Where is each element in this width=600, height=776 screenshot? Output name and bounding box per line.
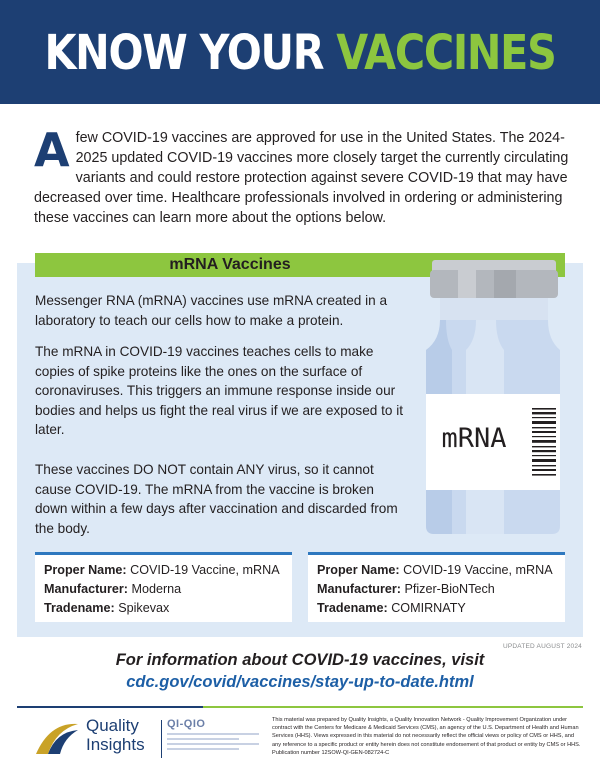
logo-line-2: Insights <box>86 735 145 754</box>
vaccine-vial-illustration <box>418 258 568 536</box>
logo-line-1: Quality <box>86 716 139 735</box>
proper-name-label: Proper Name: <box>317 563 400 577</box>
tradename-row <box>44 599 292 618</box>
mrna-paragraph-3: These vaccines DO NOT contain ANY virus, so it cannot cause COVID-19. The mRNA from the vaccine is broken down within a few days after vaccination and discarded from the body. <box>35 462 398 536</box>
intro-paragraph <box>34 123 570 228</box>
tradename-row <box>317 599 565 618</box>
qio-text-line <box>167 738 239 740</box>
manufacturer-label: Manufacturer: <box>317 582 401 596</box>
info-heading: For information about COVID-19 vaccines, visit <box>115 651 485 669</box>
drop-cap: A <box>34 123 70 177</box>
intro-text: few COVID-19 vaccines are approved for use in the United States. The 2024-2025 updated COVID-19 vaccines more closely target the currently circulating variants and could restore protection against severe COVID-19 that may have decreased over time. Healthcare professionals involved in ordering or administering these vaccines can learn more about the options below. <box>34 130 569 226</box>
logo-divider <box>161 720 162 758</box>
mrna-paragraph-2: The mRNA in COVID-19 vaccines teaches cells to make copies of spike proteins like the ones on the surface of coronaviruses. This triggers an immune response inside our bodies and helps us fight the real virus if we are exposed to it later. <box>35 344 404 437</box>
manufacturer-value: Moderna <box>127 582 182 596</box>
proper-name-row <box>317 561 565 580</box>
title-part-1: KNOW YOUR <box>44 25 337 81</box>
manufacturer-value: Pfizer-BioNTech <box>400 582 495 596</box>
vaccine-card-pfizer <box>308 552 565 622</box>
mrna-paragraph-1: Messenger RNA (mRNA) vaccines use mRNA created in a laboratory to teach our cells how to make a protein. <box>35 293 388 328</box>
title-part-2: VACCINES <box>336 25 556 81</box>
manufacturer-label: Manufacturer: <box>44 582 128 596</box>
tradename-label: Tradename: <box>44 601 115 615</box>
section-title: mRNA Vaccines <box>169 256 291 273</box>
tradename-value: Spikevax <box>114 601 170 615</box>
proper-name-label: Proper Name: <box>44 563 127 577</box>
tradename-label: Tradename: <box>317 601 388 615</box>
footer-divider-blue <box>17 706 203 708</box>
footer-divider-green <box>203 706 583 708</box>
updated-date: UPDATED AUGUST 2024 <box>502 643 582 650</box>
page-title <box>42 24 558 82</box>
qio-text-line <box>167 743 259 745</box>
qio-text-line <box>167 733 259 735</box>
proper-name-value: COVID-19 Vaccine, mRNA <box>399 563 553 577</box>
vaccine-card-moderna <box>35 552 292 622</box>
proper-name-value: COVID-19 Vaccine, mRNA <box>126 563 280 577</box>
tradename-value: COMIRNATY <box>387 601 466 615</box>
qio-title: QI-QIO <box>167 718 206 730</box>
manufacturer-row <box>44 580 292 599</box>
proper-name-row <box>44 561 292 580</box>
manufacturer-row <box>317 580 565 599</box>
qio-logo <box>167 718 259 750</box>
disclaimer-text: This material was prepared by Quality Insights, a Quality Innovation Network - Quality Improvement Organization under contract with the Centers for Medicare & Medicaid Services (CMS), an agency of the U.S. Department of Health and Human Services (HHS). Views expressed in this material do not necessarily reflect the official views or policy of CMS or HHS, and any reference to a specific product or entity herein does not constitute endorsement of that product or entity by CMS or HHS. Publication number 12SOW-QI-GEN-082724-C <box>272 717 581 756</box>
quality-insights-logo-icon <box>34 720 80 756</box>
qio-text-line <box>167 748 239 750</box>
vial-label: mRNA <box>441 423 507 454</box>
quality-insights-logo-text <box>86 716 145 754</box>
cdc-link[interactable]: cdc.gov/covid/vaccines/stay-up-to-date.html <box>126 673 474 691</box>
